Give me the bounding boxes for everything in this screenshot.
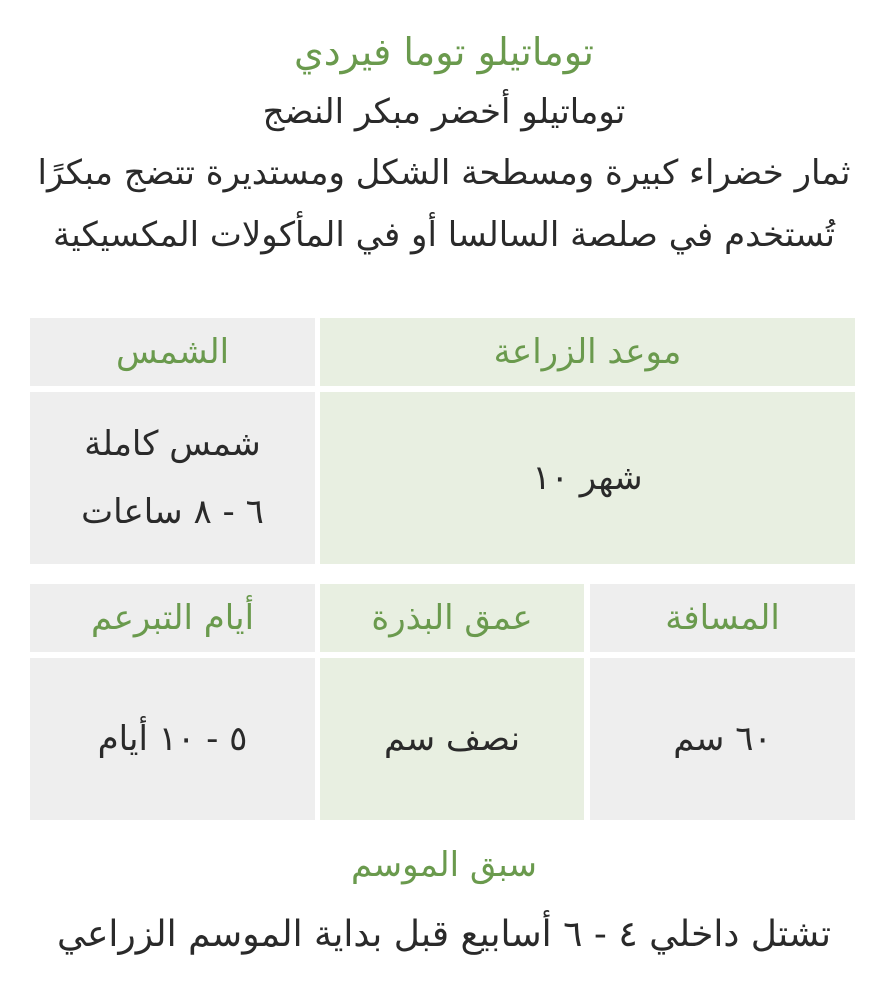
seed-depth-label: عمق البذرة [371, 598, 533, 638]
product-title: توماتيلو توما فيردي [294, 30, 594, 74]
spacing-value: ٦٠ سم [673, 719, 772, 759]
germination-label: أيام التبرعم [90, 598, 255, 638]
spacing-cell [590, 658, 855, 820]
sun-value-line-1: شمس كاملة [84, 424, 261, 464]
planting-time-cell [320, 392, 855, 564]
header [0, 22, 888, 266]
sun-label: الشمس [115, 332, 230, 372]
planting-time-value: شهر ١٠ [532, 458, 643, 498]
spacing-header [590, 584, 855, 652]
seed-depth-header [320, 584, 584, 652]
description-line-2: تُستخدم في صلصة السالسا أو في المأكولات المكسيكية [52, 215, 836, 255]
seed-depth-cell [320, 658, 584, 820]
spacing-label: المسافة [665, 598, 780, 638]
planting-time-header [320, 318, 855, 386]
sun-value-line-2: ٦ - ٨ ساعات [81, 492, 264, 532]
planting-time-label: موعد الزراعة [493, 332, 682, 372]
sun-header [30, 318, 315, 386]
germination-cell [30, 658, 315, 820]
germination-header [30, 584, 315, 652]
product-subtitle: توماتيلو أخضر مبكر النضج [262, 92, 626, 132]
seed-depth-value: نصف سم [383, 719, 521, 759]
season-head-start-text: تشتل داخلي ٤ - ٦ أسابيع قبل بداية الموسم الزراعي [56, 914, 832, 955]
germination-value: ٥ - ١٠ أيام [97, 719, 248, 759]
season-head-start-title: سبق الموسم [350, 845, 538, 885]
description-line-1: ثمار خضراء كبيرة ومسطحة الشكل ومستديرة تتضج مبكرًا [37, 153, 851, 193]
sun-cell [30, 392, 315, 564]
